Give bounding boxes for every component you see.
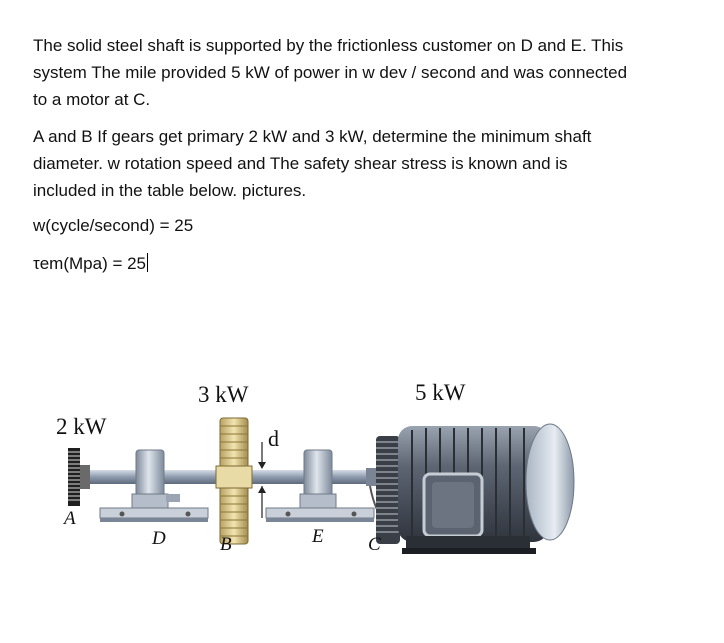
document-body — [33, 32, 703, 290]
paragraph-2-line-1: A and B If gears get primary 2 kW and 3 kW, determine the minimum shaft — [33, 127, 592, 146]
label-D: D — [152, 528, 166, 549]
paragraph-1-line-2: system The mile provided 5 kW of power in w dev / second and was connected — [33, 63, 628, 82]
label-B: B — [220, 534, 232, 555]
problem-paragraph-1 — [33, 32, 703, 113]
power-label-C: 5 kW — [415, 380, 466, 405]
shear-stress-text: τem(Mpa) = 25 — [33, 254, 147, 273]
power-label-A: 2 kW — [56, 414, 107, 439]
motor-C — [366, 424, 574, 554]
label-E: E — [312, 526, 324, 547]
paragraph-1-line-3: to a motor at C. — [33, 90, 151, 109]
shaft-figure — [40, 368, 710, 618]
label-C: C — [368, 534, 381, 555]
shear-stress-field[interactable] — [33, 252, 703, 276]
paragraph-1-line-1: The solid steel shaft is supported by the frictionless customer on D and E. This — [33, 36, 624, 55]
paragraph-2-line-2: diameter. w rotation speed and The safety shear stress is known and is — [33, 154, 568, 173]
label-A: A — [64, 508, 76, 529]
bearing-E — [266, 450, 374, 522]
gear-B — [216, 418, 252, 544]
diameter-label: d — [268, 426, 279, 451]
shaft-diagram — [40, 368, 710, 618]
power-label-B: 3 kW — [198, 382, 249, 407]
paragraph-2-line-3: included in the table below. pictures. — [33, 181, 307, 200]
bearing-D — [100, 450, 208, 522]
text-cursor — [147, 253, 148, 272]
rotation-speed-text: w(cycle/second) = 25 — [33, 216, 194, 235]
problem-paragraph-2 — [33, 123, 703, 204]
rotation-speed-field[interactable] — [33, 214, 703, 238]
gear-A — [68, 448, 90, 506]
